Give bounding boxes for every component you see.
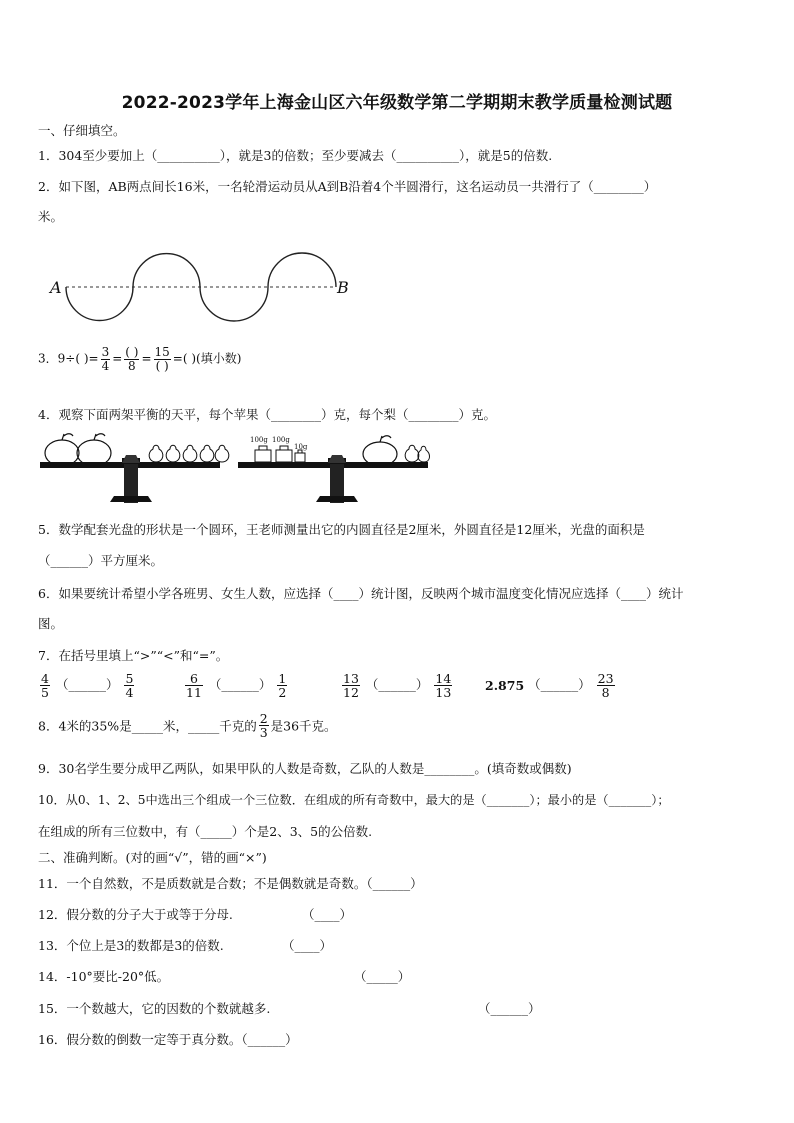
- q7-frac-b: [124, 672, 134, 699]
- apple-icon: [45, 434, 79, 466]
- point-a-label: A: [50, 278, 62, 297]
- q7-d-den: 2: [278, 685, 287, 701]
- question-2-line-2: 米。: [38, 209, 64, 224]
- point-b-label: B: [337, 278, 349, 297]
- q7-b-num: 5: [125, 671, 134, 686]
- q8-part-1: 8．4米的35%是_____米，_____千克的: [38, 718, 257, 734]
- q7-b-den: 4: [125, 685, 134, 701]
- q7-frac-f: [434, 672, 452, 699]
- question-11: 11．一个自然数，不是质数就是合数；不是偶数就是奇数。（______）: [38, 876, 423, 891]
- q12-blank: （____）: [302, 907, 353, 922]
- question-7-compare-2: [183, 672, 289, 699]
- question-15: [38, 999, 270, 1017]
- page-title: 2022-2023学年上海金山区六年级数学第二学期期末教学质量检测试题: [121, 93, 673, 113]
- weight-label-1: 100g: [250, 436, 268, 444]
- q8-part-2: 是36千克。: [270, 718, 337, 734]
- right-balance-scale: [238, 436, 430, 503]
- section-heading-judge: 二、准确判断。(对的画“√”，错的画“×”): [38, 850, 267, 865]
- apple-icon: [363, 436, 397, 466]
- q12-text: 12．假分数的分子大于或等于分母.: [38, 907, 233, 922]
- q3-eq-1: =: [112, 351, 123, 366]
- weight-label-3: 10g: [294, 443, 308, 451]
- q7-h-den: 8: [601, 685, 610, 701]
- q7-frac-a: [40, 672, 50, 699]
- question-10-line-1: 10．从0、1、2、5中选出三个组成一个三位数．在组成的所有奇数中，最大的是（_______）；最小的是（_______）；: [38, 793, 670, 807]
- question-6-line-2: 图。: [38, 616, 64, 631]
- q7-frac-h: [597, 672, 615, 699]
- apple-icon: [77, 434, 111, 466]
- q15-text: 15．一个数越大，它的因数的个数就越多.: [38, 1001, 271, 1016]
- question-7-compare-3: [340, 672, 454, 699]
- q13-text: 13．个位上是3的数都是3的倍数.: [38, 938, 224, 953]
- q7-blank-2: （______）: [208, 677, 272, 693]
- q3-f3-den: ( ): [155, 358, 169, 373]
- question-5-line-2: （______）平方厘米。: [38, 553, 164, 568]
- q3-f2-num: ( ): [125, 345, 139, 359]
- q3-eq-2: =: [141, 351, 152, 366]
- balance-scales-drawing: [0, 0, 794, 510]
- weight-label-2: 100g: [272, 436, 290, 444]
- q7-a-num: 4: [41, 671, 49, 686]
- q14-text: 14．-10°要比-20°低。: [38, 969, 170, 984]
- q7-decimal: 2.875: [485, 678, 525, 694]
- question-9: 9．30名学生要分成甲乙两队，如果甲队的人数是奇数，乙队的人数是________。(填奇数或偶数): [38, 761, 572, 776]
- q7-c-den: 11: [186, 685, 202, 701]
- question-12: [38, 905, 233, 923]
- q7-e-num: 13: [343, 671, 359, 686]
- question-7-intro: 7．在括号里填上“>”“<”和“=”。: [38, 648, 229, 663]
- question-14: [38, 967, 169, 985]
- question-4: 4．观察下面两架平衡的天平，每个苹果（________）克，每个梨（________）克。: [38, 407, 496, 422]
- question-10-line-2: 在组成的所有三位数中，有（_____）个是2、3、5的公倍数.: [38, 824, 373, 839]
- q7-blank-3: （______）: [365, 677, 429, 693]
- q7-frac-e: [342, 672, 360, 699]
- q3-f2-den: 8: [128, 358, 136, 373]
- q7-blank-4: （______）: [528, 677, 591, 693]
- question-6-line-1: 6．如果要统计希望小学各班男、女生人数，应选择（____）统计图，反映两个城市温度变化情况应选择（____）统计: [38, 586, 684, 601]
- q14-blank: （_____）: [354, 969, 411, 984]
- question-7-compare-4: [485, 672, 617, 699]
- q3-prefix: 3．9÷( )=: [38, 351, 99, 366]
- q7-a-den: 5: [41, 685, 49, 701]
- q7-f-num: 14: [435, 671, 452, 686]
- q3-f3-num: 15: [154, 345, 170, 359]
- question-1: 1．304至少要加上（__________），就是3的倍数；至少要减去（__________），就是5的倍数.: [38, 148, 553, 163]
- q7-f-den: 13: [435, 685, 452, 701]
- q15-blank: （______）: [478, 1001, 541, 1016]
- pear-icon: [149, 445, 229, 462]
- q7-frac-c: [185, 672, 203, 699]
- question-2-line-1: 2．如下图，AB两点间长16米，一名轮滑运动员从A到B沿着4个半圆滑行，这名运动员一共滑行了（________）: [38, 179, 657, 194]
- question-16: 16．假分数的倒数一定等于真分数。（______）: [38, 1032, 298, 1047]
- q3-suffix: =( )(填小数): [172, 351, 242, 366]
- q8-f-den: 3: [259, 725, 268, 741]
- q8-fraction: [259, 712, 269, 739]
- q7-h-num: 23: [597, 671, 614, 686]
- q13-blank: （____）: [282, 938, 333, 953]
- q7-frac-d: [277, 672, 287, 699]
- question-7-compare-1: [38, 672, 136, 699]
- q7-c-num: 6: [185, 672, 203, 686]
- question-5-line-1: 5．数学配套光盘的形状是一个圆环，王老师测量出它的内圆直径是2厘米，外圆直径是12厘米，光盘的面积是: [38, 522, 645, 537]
- pear-icon: [405, 445, 429, 462]
- question-8: [38, 712, 337, 739]
- q7-d-num: 1: [278, 671, 287, 686]
- q3-f1-num: 3: [101, 345, 110, 359]
- q7-blank-1: （______）: [55, 677, 119, 693]
- question-13: [38, 936, 224, 954]
- left-balance-scale: [40, 434, 229, 503]
- q3-f1-den: 4: [101, 358, 110, 373]
- q7-e-den: 12: [343, 685, 359, 701]
- q8-f-num: 2: [259, 711, 268, 726]
- section-heading-fill: 一、仔细填空。: [38, 123, 126, 138]
